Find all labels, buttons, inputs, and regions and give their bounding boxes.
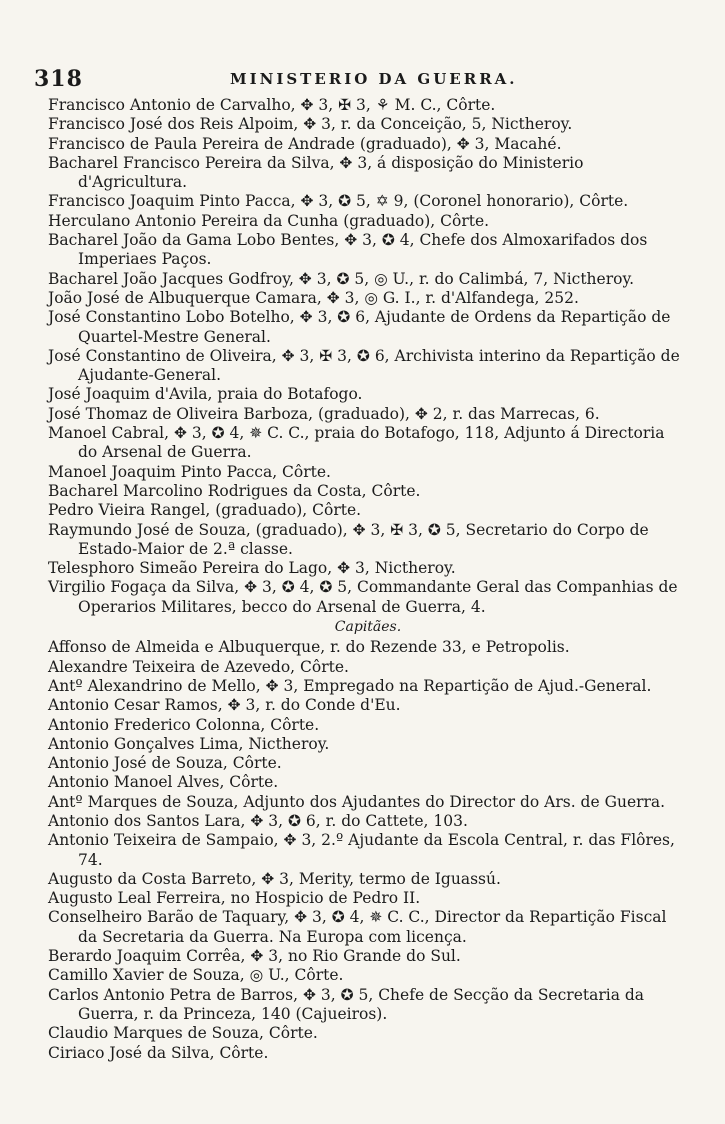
list-entry: Bacharel Marcolino Rodrigues da Costa, Côrte. bbox=[48, 481, 421, 500]
list-entry: Bacharel Francisco Pereira da Silva, ✥ 3, á disposição do Ministerio d'Agricultura. bbox=[48, 153, 584, 192]
list-entry: Pedro Vieira Rangel, (graduado), Côrte. bbox=[48, 501, 362, 520]
list-entry: Virgilio Fogaça da Silva, ✥ 3, ✪ 4, ✪ 5, Commandante Geral das Companhias de Operarios Militares, becco do Arsenal de Guerra, 4. bbox=[48, 578, 678, 616]
list-entry: Francisco Joaquim Pinto Pacca, ✥ 3, ✪ 5, ✡ 9, (Coronel honorario), Côrte. bbox=[48, 192, 629, 211]
list-entry: Antonio José de Souza, Côrte. bbox=[48, 754, 282, 773]
list-entry: Bacharel João da Gama Lobo Bentes, ✥ 3, ✪ 4, Chefe dos Almoxarifados dos Imperiaes Paços. bbox=[48, 231, 648, 269]
list-entry: Berardo Joaquim Corrêa, ✥ 3, no Rio Grande do Sul. bbox=[48, 947, 461, 966]
list-entry: Manoel Joaquim Pinto Pacca, Côrte. bbox=[48, 462, 331, 481]
page-header bbox=[30, 66, 685, 94]
list-entry: Camillo Xavier de Souza, ◎ U., Côrte. bbox=[48, 966, 344, 985]
list-entry: Antonio dos Santos Lara, ✥ 3, ✪ 6, r. do Cattete, 103. bbox=[48, 811, 468, 830]
list-entry: Augusto da Costa Barreto, ✥ 3, Merity, termo de Iguassú. bbox=[48, 869, 501, 888]
list-entry: Antonio Cesar Ramos, ✥ 3, r. do Conde d'Eu. bbox=[48, 696, 401, 715]
list-entry: Manoel Cabral, ✥ 3, ✪ 4, ✵ C. C., praia do Botafogo, 118, Adjunto á Directoria do Arsenal de Guerra. bbox=[48, 424, 665, 462]
list-entry: Affonso de Almeida e Albuquerque, r. do Rezende 33, e Petropolis. bbox=[48, 638, 570, 657]
list-entry: Ciriaco José da Silva, Côrte. bbox=[48, 1043, 269, 1062]
list-entry: Antonio Frederico Colonna, Côrte. bbox=[48, 715, 320, 734]
list-entry: José Constantino Lobo Botelho, ✥ 3, ✪ 6, Ajudante de Ordens da Repartição de Quartel-Mestre General. bbox=[48, 308, 671, 346]
list-entry: Antonio Teixeira de Sampaio, ✥ 3, 2.º Ajudante da Escola Central, r. das Flôres, 74. bbox=[48, 831, 675, 869]
list-entry: Bacharel João Jacques Godfroy, ✥ 3, ✪ 5, ◎ U., r. do Calimbá, 7, Nictheroy. bbox=[48, 269, 635, 288]
list-entry: Telesphoro Simeão Pereira do Lago, ✥ 3, Nictheroy. bbox=[48, 559, 456, 578]
list-entry: Alexandre Teixeira de Azevedo, Côrte. bbox=[48, 657, 349, 676]
list-entry: João José de Albuquerque Camara, ✥ 3, ◎ G. I., r. d'Alfandega, 252. bbox=[48, 288, 579, 307]
officer-list-capitaes bbox=[48, 638, 688, 1063]
list-entry: Conselheiro Barão de Taquary, ✥ 3, ✪ 4, ✵ C. C., Director da Repartição Fiscal da Secretaria da Guerra. Na Europa com licença. bbox=[48, 908, 667, 946]
list-entry: José Joaquim d'Avila, praia do Botafogo. bbox=[48, 385, 363, 404]
list-entry: José Thomaz de Oliveira Barboza, (graduado), ✥ 2, r. das Marrecas, 6. bbox=[48, 404, 600, 423]
list-entry: Francisco de Paula Pereira de Andrade (graduado), ✥ 3, Macahé. bbox=[48, 134, 562, 153]
list-entry: Antonio Gonçalves Lima, Nictheroy. bbox=[48, 734, 330, 753]
page-number: 318 bbox=[34, 66, 83, 92]
list-entry: Antonio Manoel Alves, Côrte. bbox=[48, 773, 279, 792]
list-entry: Augusto Leal Ferreira, no Hospicio de Pedro II. bbox=[48, 889, 421, 908]
list-entry: Francisco José dos Reis Alpoim, ✥ 3, r. da Conceição, 5, Nictheroy. bbox=[48, 115, 573, 134]
page-body bbox=[48, 96, 688, 1063]
list-entry: Carlos Antonio Petra de Barros, ✥ 3, ✪ 5, Chefe de Secção da Secretaria da Guerra, r. da Princeza, 140 (Cajueiros). bbox=[48, 985, 645, 1023]
officer-list-top bbox=[48, 96, 688, 617]
list-entry: Herculano Antonio Pereira da Cunha (graduado), Côrte. bbox=[48, 211, 490, 230]
section-heading-capitaes: Capitães. bbox=[334, 619, 402, 636]
list-entry: Francisco Antonio de Carvalho, ✥ 3, ✠ 3, ⚘ M. C., Côrte. bbox=[48, 96, 496, 114]
list-entry: Claudio Marques de Souza, Côrte. bbox=[48, 1024, 318, 1043]
list-entry: Antº Alexandrino de Mello, ✥ 3, Empregado na Repartição de Ajud.-General. bbox=[48, 676, 652, 695]
list-entry: Raymundo José de Souza, (graduado), ✥ 3, ✠ 3, ✪ 5, Secretario do Corpo de Estado-Maior de 2.ª classe. bbox=[48, 520, 649, 558]
running-title: MINISTERIO DA GUERRA. bbox=[230, 70, 518, 88]
list-entry: José Constantino de Oliveira, ✥ 3, ✠ 3, ✪ 6, Archivista interino da Repartição de Ajudante-General. bbox=[48, 346, 680, 385]
list-entry: Antº Marques de Souza, Adjunto dos Ajudantes do Director do Ars. de Guerra. bbox=[48, 792, 666, 811]
